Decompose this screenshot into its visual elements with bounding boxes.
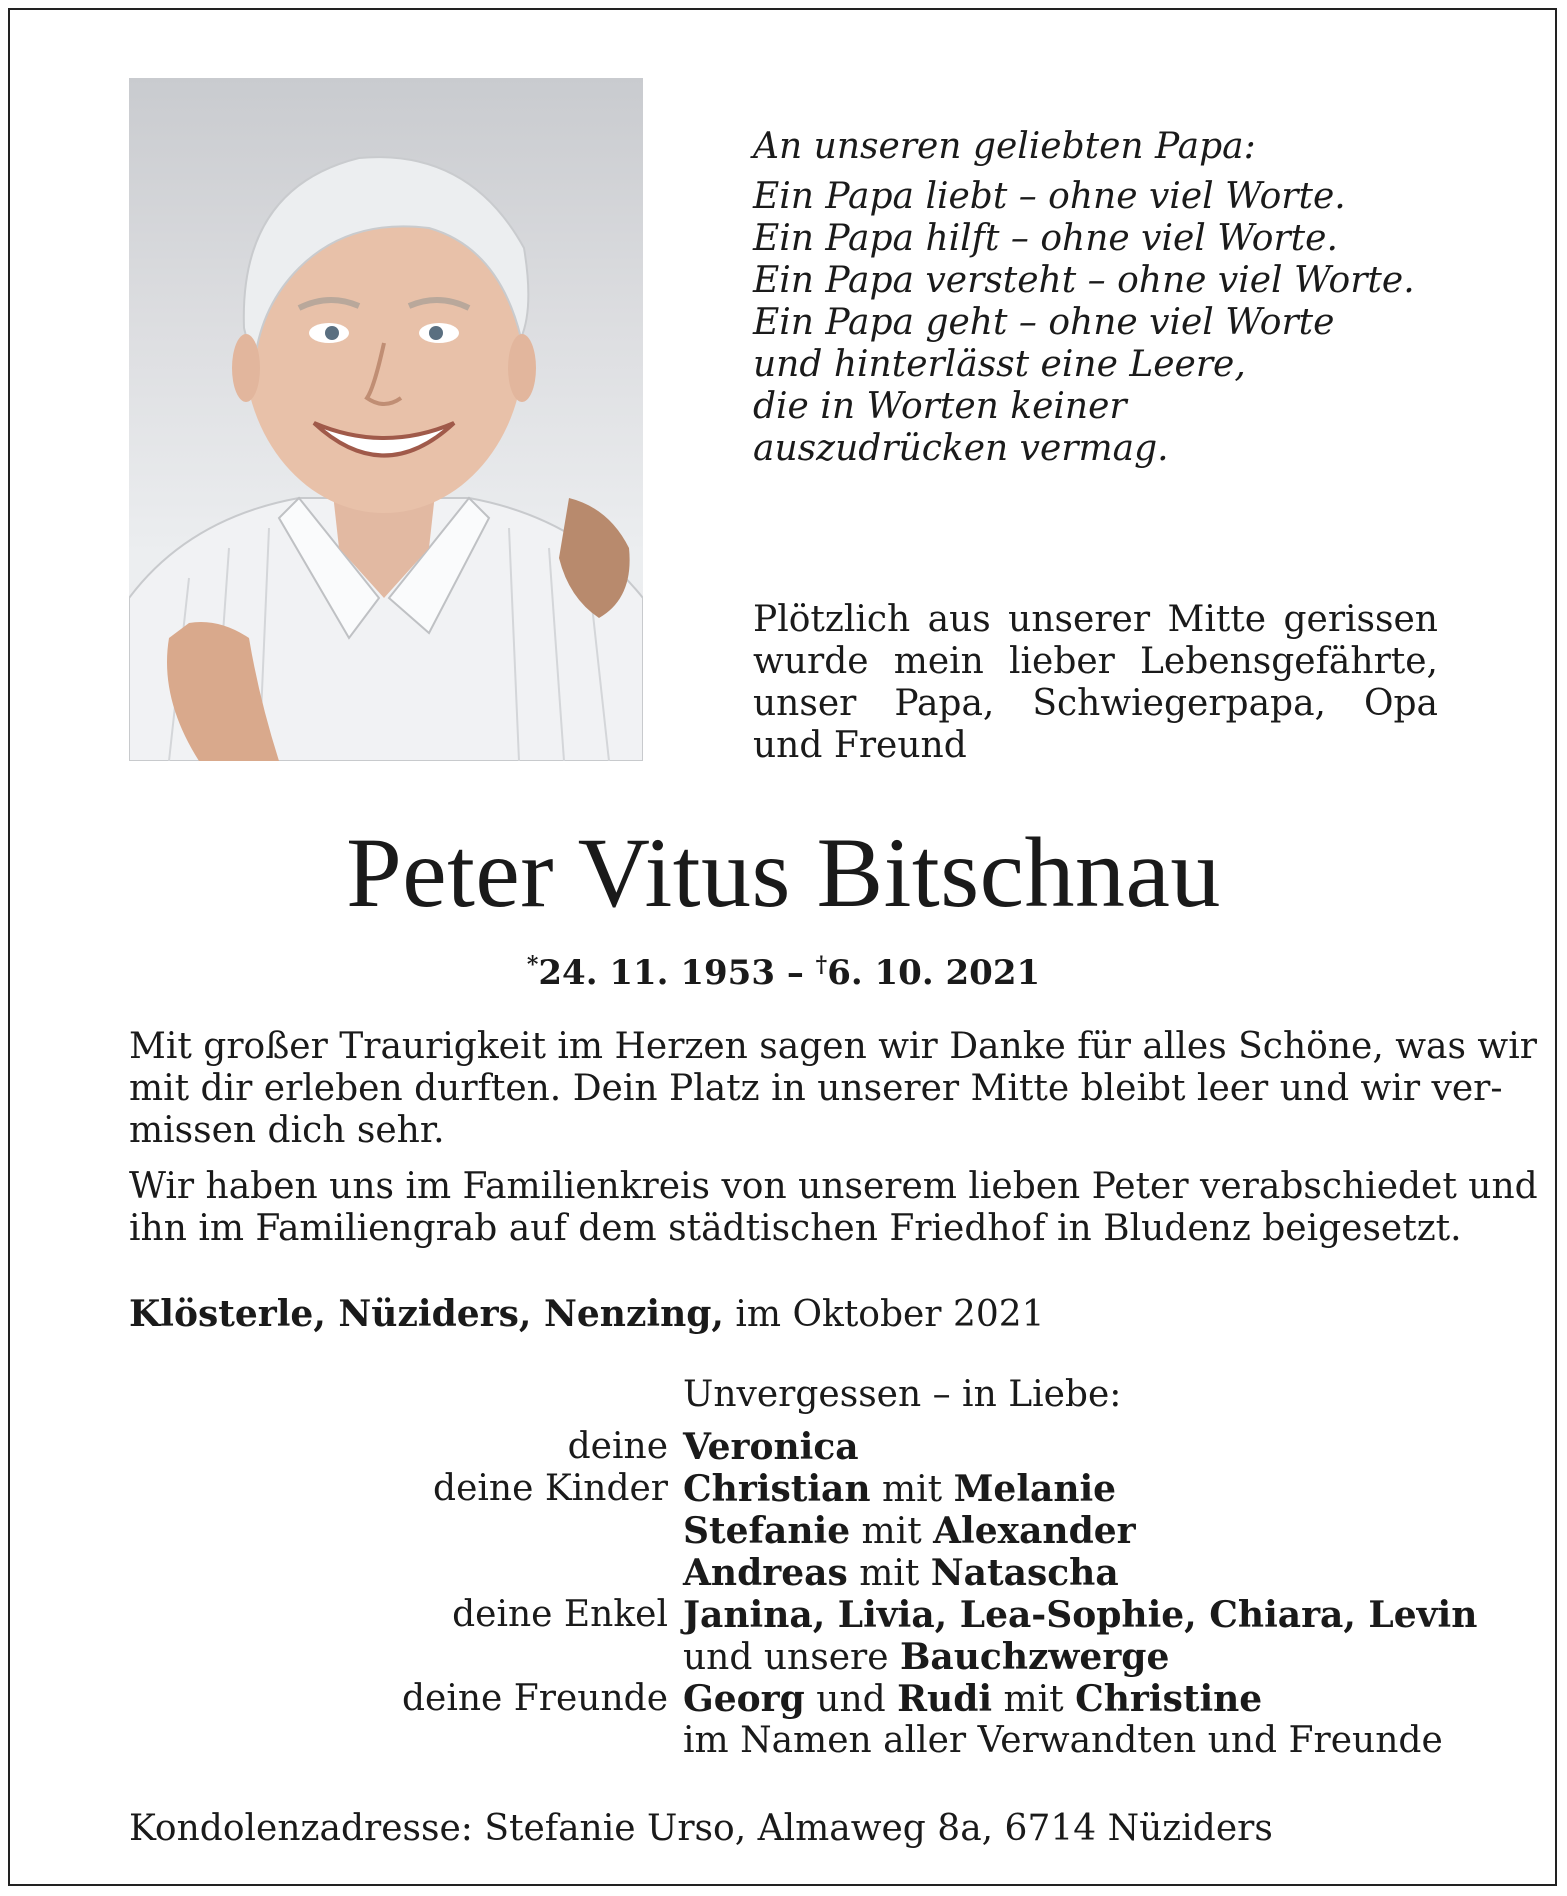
mourner-name: Christian <box>683 1468 871 1510</box>
portrait-photo-icon <box>129 78 643 761</box>
mourner-name: Christine <box>1075 1678 1263 1720</box>
message-line: missen dich sehr. <box>129 1110 445 1151</box>
mourner-row <box>0 1594 1567 1636</box>
mourner-name: Alexander <box>933 1510 1136 1552</box>
mourner-names <box>683 1678 1262 1721</box>
life-dates <box>0 943 1567 995</box>
mourner-name: Georg <box>683 1678 805 1720</box>
verse-line: Ein Papa hilft – ohne viel Worte. <box>753 218 1338 259</box>
mourner-name: Stefanie <box>683 1510 851 1552</box>
mourner-names <box>683 1468 1116 1511</box>
place-date-line <box>129 1293 1045 1336</box>
verse-intro: An unseren geliebten Papa: <box>753 126 1256 167</box>
mourner-row <box>0 1510 1567 1552</box>
portrait-photo <box>129 78 643 761</box>
mourner-names <box>683 1510 1136 1553</box>
mourner-row <box>0 1426 1567 1468</box>
mourner-names <box>683 1426 859 1469</box>
mourner-connector: mit <box>850 1511 934 1552</box>
mourner-names <box>683 1594 1477 1637</box>
mourner-relation: deine <box>567 1426 668 1467</box>
message-line: ihn im Familiengrab auf dem städtischen Friedhof in Bludenz beigesetzt. <box>129 1208 1462 1249</box>
mourners-list <box>0 1426 1567 1762</box>
death-symbol: † <box>815 952 828 978</box>
mourner-relation: deine Kinder <box>433 1468 668 1509</box>
mourner-names <box>683 1636 1169 1679</box>
mourner-connector: mit <box>870 1469 954 1510</box>
verse-line: Ein Papa versteht – ohne viel Worte. <box>753 260 1415 301</box>
announcement-text: Plötzlich aus unserer Mitte gerissen wurde mein lieber Lebensgefährte, unser Papa, Schwiegerpapa, Opa und Freund <box>753 599 1438 766</box>
mourner-connector: mit <box>992 1679 1076 1720</box>
signoff: Unvergessen – in Liebe: <box>683 1374 1122 1415</box>
mourner-name: Andreas <box>683 1552 848 1594</box>
mourner-names <box>683 1552 1119 1595</box>
birth-symbol: * <box>526 952 539 978</box>
verse-line: die in Worten keiner <box>753 386 1127 427</box>
mourner-row <box>0 1720 1567 1762</box>
message-paragraph-1 <box>129 1026 1537 1152</box>
mourner-row <box>0 1552 1567 1594</box>
verse-line: auszudrücken vermag. <box>753 428 1169 469</box>
mourner-names <box>683 1720 1443 1762</box>
message-paragraph-2 <box>129 1166 1538 1250</box>
message-line: Mit großer Traurigkeit im Herzen sagen wir Danke für alles Schöne, was wir <box>129 1026 1537 1067</box>
mourner-row <box>0 1468 1567 1510</box>
mourner-row <box>0 1678 1567 1720</box>
message-line: Wir haben uns im Familienkreis von unserem lieben Peter verabschiedet und <box>129 1166 1538 1207</box>
mourner-name: Veronica <box>683 1426 859 1468</box>
mourner-name: Melanie <box>953 1468 1117 1510</box>
mourner-name: Janina, Livia, Lea-Sophie, Chiara, Levin <box>683 1594 1478 1636</box>
mourner-relation: deine Enkel <box>452 1594 668 1635</box>
verse-line: und hinterlässt eine Leere, <box>753 344 1246 385</box>
mourner-connector: und <box>804 1679 898 1720</box>
verse <box>753 176 1415 470</box>
place-towns: Klösterle, Nüziders, Nenzing, <box>129 1293 724 1335</box>
mourner-name: Natascha <box>930 1552 1119 1594</box>
birth-date: 24. 11. 1953 <box>538 953 775 993</box>
mourner-connector: und unsere <box>683 1637 900 1678</box>
mourner-connector: mit <box>847 1553 931 1594</box>
deceased-name: Peter Vitus Bitschnau <box>346 817 1221 928</box>
mourner-relation: deine Freunde <box>401 1678 668 1719</box>
condolence-address: Kondolenzadresse: Stefanie Urso, Almaweg 8a, 6714 Nüziders <box>129 1808 1273 1849</box>
mourner-name: Bauchzwerge <box>899 1636 1170 1678</box>
place-date: im Oktober 2021 <box>723 1294 1045 1335</box>
verse-line: Ein Papa liebt – ohne viel Worte. <box>753 176 1346 217</box>
message-line: mit dir erleben durften. Dein Platz in unserer Mitte bleibt leer und wir ver- <box>129 1068 1503 1109</box>
mourner-name: Rudi <box>897 1678 993 1720</box>
mourner-row <box>0 1636 1567 1678</box>
date-separator: – <box>774 953 816 993</box>
mourner-connector: im Namen aller Verwandten und Freunde <box>683 1720 1443 1761</box>
verse-line: Ein Papa geht – ohne viel Worte <box>753 302 1335 343</box>
death-date: 6. 10. 2021 <box>827 953 1041 993</box>
